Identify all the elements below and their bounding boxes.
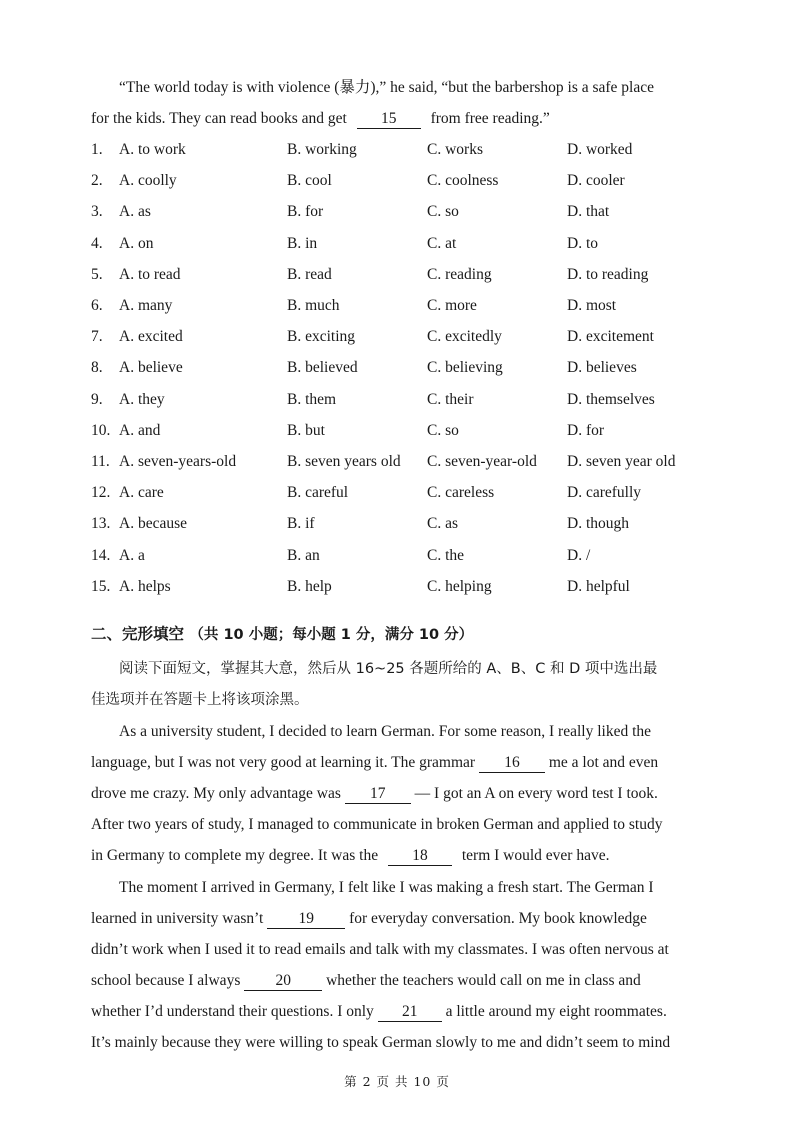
blank-16: 16 [479, 754, 545, 773]
option-row [91, 196, 711, 227]
option-row [91, 415, 711, 446]
option-a: A. seven-years-old [119, 453, 237, 470]
option-row [91, 165, 711, 196]
option-c: C. the [427, 546, 465, 564]
option-c: C. as [427, 515, 458, 533]
question-number: 1. [91, 141, 103, 158]
option-row [91, 134, 711, 165]
option-b: B. believed [287, 359, 358, 377]
option-row [91, 508, 711, 539]
section-heading [91, 622, 473, 644]
option-c: C. works [427, 141, 483, 158]
instruction-line: 佳选项并在答题卡上将该项涂黑。 [91, 692, 309, 708]
option-d: D. most [567, 297, 617, 314]
option-d: D. to [567, 234, 598, 252]
option-c: C. excitedly [427, 328, 502, 346]
section-note: （共 10 小题；每小题 1 分，满分 10 分） [189, 627, 474, 643]
page-footer: 第 2 页 共 10 页 [344, 1074, 450, 1089]
instruction-line: 阅读下面短文，掌握其大意，然后从 16~25 各题所给的 A、B、C 和 D 项中选出最 [119, 661, 658, 677]
option-row [91, 477, 711, 508]
option-a: A. they [119, 390, 165, 408]
option-d: D. to reading [567, 265, 649, 283]
option-a: A. because [119, 515, 187, 533]
question-number: 8. [91, 359, 103, 377]
question-number: 9. [91, 390, 103, 408]
option-b: B. seven years old [287, 453, 401, 470]
option-b: B. them [287, 390, 337, 408]
option-b: B. but [287, 421, 325, 439]
option-c: C. reading [427, 265, 492, 283]
option-d: D. seven year old [567, 453, 676, 470]
option-a: A. on [119, 234, 154, 252]
paragraph-line: As a university student, I decided to learn German. For some reason, I really liked the [119, 723, 652, 740]
option-row [91, 571, 711, 602]
option-a: A. to read [119, 265, 181, 283]
option-a: A. many [119, 297, 173, 314]
option-b: B. much [287, 297, 340, 314]
passage-line: for the kids. They can read books and get 15 from free reading.” [91, 110, 550, 127]
option-c: C. at [427, 234, 457, 252]
option-a: A. as [119, 203, 151, 221]
option-a: A. and [119, 421, 161, 439]
blank-21: 21 [378, 1003, 442, 1022]
question-number: 11. [91, 453, 110, 470]
option-a: A. believe [119, 359, 183, 377]
cloze-paragraph-1 [91, 716, 694, 871]
option-d: D. though [567, 515, 629, 533]
paragraph-line: The moment I arrived in Germany, I felt like I was making a fresh start. The German I [119, 879, 654, 896]
option-b: B. read [287, 265, 332, 283]
option-d: D. helpful [567, 577, 630, 595]
option-d: D. worked [567, 141, 633, 158]
blank-19: 19 [267, 910, 345, 929]
question-number: 10. [91, 421, 111, 439]
option-b: B. for [287, 203, 324, 221]
option-c: C. so [427, 203, 459, 221]
option-c: C. coolness [427, 172, 499, 190]
paragraph-line: school because I always 20 whether the teachers would call on me in class and [91, 972, 641, 989]
option-c: C. so [427, 421, 459, 439]
option-d: D. believes [567, 359, 637, 377]
option-b: B. an [287, 546, 320, 564]
option-a: A. care [119, 484, 164, 502]
option-d: D. / [567, 546, 591, 564]
option-b: B. exciting [287, 328, 356, 346]
blank-15: 15 [357, 110, 421, 129]
question-number: 2. [91, 172, 103, 190]
question-number: 4. [91, 234, 103, 252]
paragraph-line: drove me crazy. My only advantage was 17 — I got an A on every word test I took. [91, 785, 658, 802]
cloze-paragraph-2 [91, 872, 694, 1058]
option-row [91, 321, 711, 352]
option-a: A. excited [119, 328, 183, 346]
option-row [91, 228, 711, 259]
option-b: B. cool [287, 172, 332, 190]
option-a: A. coolly [119, 172, 177, 190]
question-number: 14. [91, 546, 111, 564]
option-row [91, 352, 711, 383]
option-a: A. helps [119, 577, 171, 595]
paragraph-line: It’s mainly because they were willing to speak German slowly to me and didn’t seem to mind [91, 1034, 671, 1051]
passage-line: “The world today is with violence (暴力),” he said, “but the barbershop is a safe place [119, 79, 654, 96]
question-number: 15. [91, 577, 111, 595]
option-c: C. helping [427, 577, 492, 595]
question-number: 6. [91, 297, 103, 314]
paragraph-line: After two years of study, I managed to communicate in broken German and applied to study [91, 816, 663, 833]
option-row [91, 384, 711, 415]
paragraph-line: in Germany to complete my degree. It was the 18 term I would ever have. [91, 847, 610, 864]
option-c: C. their [427, 390, 474, 408]
option-b: B. if [287, 515, 315, 533]
option-c: C. more [427, 297, 477, 314]
option-d: D. carefully [567, 484, 642, 502]
option-d: D. for [567, 421, 605, 439]
option-a: A. a [119, 546, 145, 564]
option-d: D. that [567, 203, 610, 221]
question-number: 7. [91, 328, 103, 346]
option-row [91, 259, 711, 290]
blank-18: 18 [388, 847, 452, 866]
option-row [91, 290, 711, 321]
option-b: B. in [287, 234, 318, 252]
question-number: 5. [91, 265, 103, 283]
option-row [91, 446, 711, 477]
option-d: D. cooler [567, 172, 625, 190]
paragraph-line: didn’t work when I used it to read emails and talk with my classmates. I was often nervous at [91, 941, 669, 958]
option-d: D. themselves [567, 390, 655, 408]
passage-ending [91, 72, 694, 134]
question-number: 3. [91, 203, 103, 221]
option-a: A. to work [119, 141, 186, 158]
option-b: B. help [287, 577, 332, 595]
blank-20: 20 [244, 972, 322, 991]
paragraph-line: language, but I was not very good at learning it. The grammar 16 me a lot and even [91, 754, 659, 771]
blank-17: 17 [345, 785, 411, 804]
paragraph-line: learned in university wasn’t 19 for everyday conversation. My book knowledge [91, 910, 647, 927]
question-number: 13. [91, 515, 111, 533]
option-row [91, 540, 711, 571]
section-title: 二、完形填空 [91, 625, 185, 643]
option-c: C. careless [427, 484, 495, 502]
paragraph-line: whether I’d understand their questions. I only 21 a little around my eight roommates. [91, 1003, 667, 1020]
option-c: C. seven-year-old [427, 453, 537, 470]
option-d: D. excitement [567, 328, 654, 346]
option-b: B. careful [287, 484, 349, 502]
question-number: 12. [91, 484, 111, 502]
option-c: C. believing [427, 359, 503, 377]
option-b: B. working [287, 141, 357, 158]
section-instructions [91, 654, 694, 716]
